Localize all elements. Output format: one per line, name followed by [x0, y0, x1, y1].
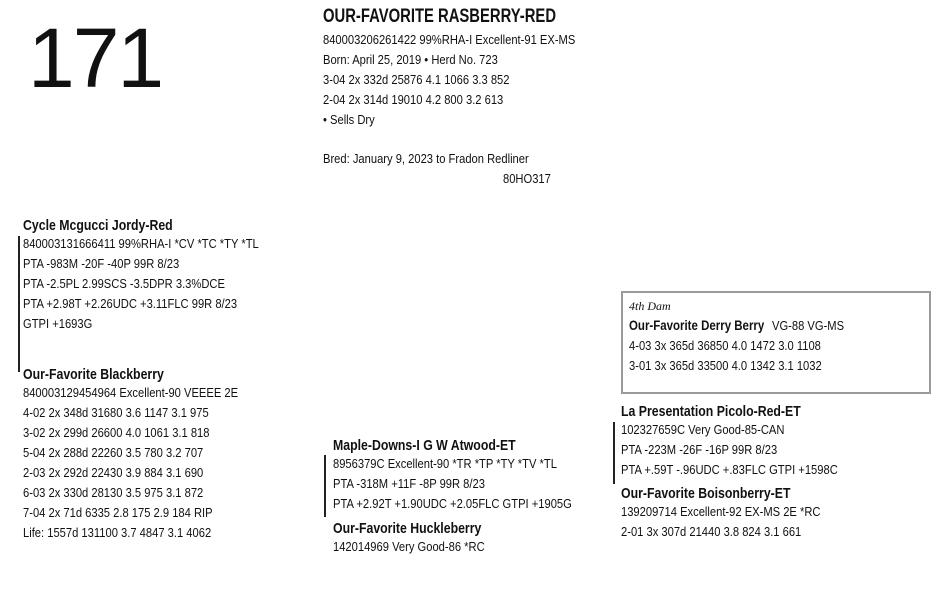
- sells-dry-note: • Sells Dry: [323, 112, 375, 127]
- dam-detail: 840003129454964 Excellent-90 VEEEE 2E: [23, 385, 239, 400]
- mgs-detail: 8956379C Excellent-90 *TR *TP *TY *TV *TL: [333, 456, 557, 471]
- granddam-name: Our-Favorite Huckleberry: [333, 520, 482, 537]
- ggdam-name: Our-Favorite Boisonberry-ET: [621, 485, 791, 502]
- pedigree-line-middle: [324, 455, 326, 517]
- bred-code: 80HO317: [503, 171, 551, 186]
- dam-record: 5-04 2x 288d 22260 3.5 780 3.2 707: [23, 445, 204, 460]
- ggdam-block: [621, 485, 853, 542]
- mgs-name: Maple-Downs-I G W Atwood-ET: [333, 437, 516, 454]
- mgs-detail: PTA +2.92T +1.90UDC +2.05FLC GTPI +1905G: [333, 496, 572, 511]
- bred-line: Bred: January 9, 2023 to Fradon Redliner: [323, 151, 529, 166]
- dam-lifetime: Life: 1557d 131100 3.7 4847 3.1 4062: [23, 525, 212, 540]
- ggs-block: [621, 403, 873, 480]
- animal-born: Born: April 25, 2019 • Herd No. 723: [323, 52, 498, 67]
- granddam-detail: 142014969 Very Good-86 *RC: [333, 539, 485, 554]
- pedigree-line-right: [613, 422, 615, 484]
- animal-registration: 840003206261422 99%RHA-I Excellent-91 EX-MS: [323, 32, 576, 47]
- ggs-detail: PTA +.59T -.96UDC +.83FLC GTPI +1598C: [621, 462, 838, 477]
- sire-detail: PTA -2.5PL 2.99SCS -3.5DPR 3.3%DCE: [23, 276, 225, 291]
- granddam-block: [333, 520, 514, 557]
- dam-record: 4-02 2x 348d 31680 3.6 1147 3.1 975: [23, 405, 209, 420]
- sire-block: [23, 217, 297, 334]
- fourth-dam-record: 4-03 3x 365d 36850 4.0 1472 3.0 1108: [629, 338, 821, 353]
- mgs-block: [333, 437, 611, 514]
- fourth-dam-label: 4th Dam: [629, 299, 671, 313]
- animal-record: 2-04 2x 314d 19010 4.2 800 3.2 613: [323, 92, 504, 107]
- mgs-detail: PTA -318M +11F -8P 99R 8/23: [333, 476, 485, 491]
- dam-record: 6-03 2x 330d 28130 3.5 975 3.1 872: [23, 485, 204, 500]
- ggdam-record: 2-01 3x 307d 21440 3.8 824 3.1 661: [621, 524, 802, 539]
- fourth-dam-record: 3-01 3x 365d 33500 4.0 1342 3.1 1032: [629, 358, 822, 373]
- ggs-detail: PTA -223M -26F -16P 99R 8/23: [621, 442, 778, 457]
- sire-detail: GTPI +1693G: [23, 316, 93, 331]
- animal-name: OUR-FAVORITE RASBERRY-RED: [323, 6, 557, 27]
- dam-block: [23, 366, 273, 543]
- ggdam-detail: 139209714 Excellent-92 EX-MS 2E *RC: [621, 504, 821, 519]
- fourth-dam-name: Our-Favorite Derry Berry: [629, 317, 765, 333]
- fourth-dam-classification: VG-88 VG-MS: [771, 318, 845, 333]
- dam-record: 3-02 2x 299d 26600 4.0 1061 3.1 818: [23, 425, 210, 440]
- dam-record: 2-03 2x 292d 22430 3.9 884 3.1 690: [23, 465, 204, 480]
- pedigree-line-left: [18, 236, 20, 372]
- sire-detail: PTA -983M -20F -40P 99R 8/23: [23, 256, 180, 271]
- ggs-name: La Presentation Picolo-Red-ET: [621, 403, 801, 420]
- sire-detail: 840003131666411 99%RHA-I *CV *TC *TY *TL: [23, 236, 259, 251]
- ggs-detail: 102327659C Very Good-85-CAN: [621, 422, 785, 437]
- fourth-dam-box: [621, 291, 931, 394]
- lot-number: 171: [28, 11, 163, 105]
- animal-record: 3-04 2x 332d 25876 4.1 1066 3.3 852: [323, 72, 510, 87]
- sire-name: Cycle Mcgucci Jordy-Red: [23, 217, 173, 234]
- sire-detail: PTA +2.98T +2.26UDC +3.11FLC 99R 8/23: [23, 296, 238, 311]
- dam-record: 7-04 2x 71d 6335 2.8 175 2.9 184 RIP: [23, 505, 213, 520]
- dam-name: Our-Favorite Blackberry: [23, 366, 164, 383]
- animal-block: [323, 6, 622, 130]
